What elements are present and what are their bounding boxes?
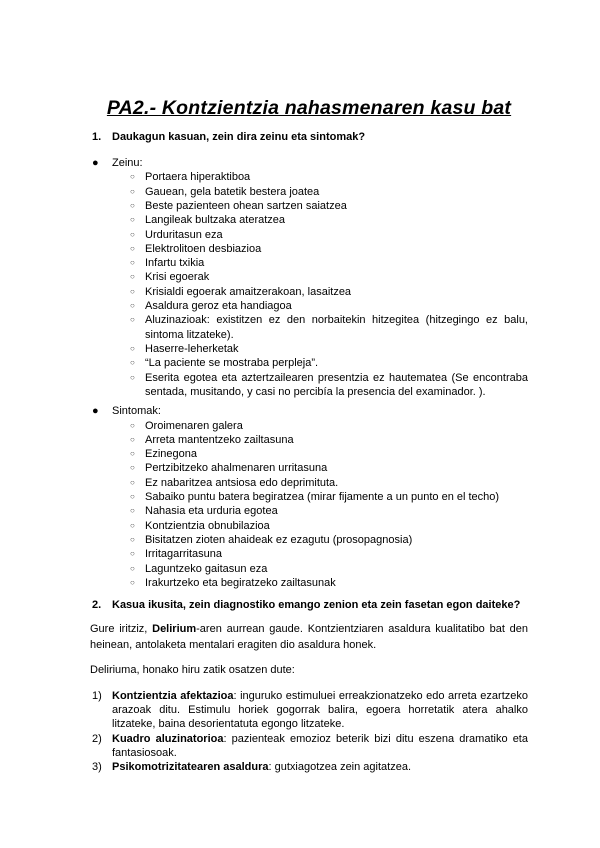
circle-bullet-icon: ○ <box>130 463 135 473</box>
item-description: : pazienteak emozioz beterik bizi ditu eszena dramatiko eta fantasiosoak. <box>112 732 528 759</box>
list-item-text: Krisi egoerak <box>145 271 210 284</box>
item-number: 2) <box>92 732 102 745</box>
list-item <box>130 170 528 184</box>
parts-list <box>90 689 528 775</box>
list-item-text: Haserre-leherketak <box>145 342 239 355</box>
question-text: Daukagun kasuan, zein dira zeinu eta sintomak? <box>112 131 366 143</box>
list-item <box>130 576 528 590</box>
circle-bullet-icon: ○ <box>130 492 135 502</box>
circle-bullet-icon: ○ <box>130 372 135 382</box>
item-number: 3) <box>92 761 102 774</box>
list-item <box>130 242 528 256</box>
list-item-text: Aluzinazioak: existitzen ez den norbaitekin hitzegitea (hitzegingo ez balu, sintoma litzateke). <box>145 314 528 341</box>
list-item-text: Bisitatzen zioten ahaideak ez ezagutu (prosopagnosia) <box>145 533 413 546</box>
circle-bullet-icon: ○ <box>130 358 135 368</box>
circle-bullet-icon: ○ <box>130 301 135 311</box>
list-item-text: Sabaiko puntu batera begiratzea (mirar fijamente a un punto en el techo) <box>145 491 500 504</box>
list-item-text: Irakurtzeko eta begiratzeko zailtasunak <box>145 576 336 589</box>
text: -aren aurrean gaude. Kontzientziaren asaldura kualitatibo bat den heinean, antolaketa mentalari eragiten dio asaldura honek. <box>90 623 528 651</box>
list-item-text: Langileak bultzaka ateratzea <box>145 214 286 227</box>
list-item <box>130 228 528 242</box>
circle-bullet-icon: ○ <box>130 286 135 296</box>
list-item <box>130 256 528 270</box>
list-item-text: Pertzibitzeko ahalmenaren urritasuna <box>145 462 328 475</box>
bold-term: Delirium <box>152 623 197 636</box>
numbered-item <box>90 760 528 774</box>
list-item-text: Arreta mantentzeko zailtasuna <box>145 433 294 446</box>
item-text <box>112 689 528 732</box>
bullet-icon: ● <box>92 405 99 418</box>
circle-bullet-icon: ○ <box>130 272 135 282</box>
circle-bullet-icon: ○ <box>130 434 135 444</box>
list-item <box>130 447 528 461</box>
circle-bullet-icon: ○ <box>130 229 135 239</box>
circle-bullet-icon: ○ <box>130 343 135 353</box>
list-item-text: Asaldura geroz eta handiagoa <box>145 300 292 313</box>
document-page <box>90 96 528 774</box>
page-title: PA2.- Kontzientzia nahasmenaren kasu bat <box>106 97 512 119</box>
circle-bullet-icon: ○ <box>130 506 135 516</box>
list-item <box>130 433 528 447</box>
item-text <box>112 732 528 761</box>
circle-bullet-icon: ○ <box>130 520 135 530</box>
list-item <box>130 562 528 576</box>
list-item <box>130 461 528 475</box>
list-item <box>130 504 528 518</box>
list-item <box>130 313 528 342</box>
list-item-text: Eserita egotea eta aztertzailearen presentzia ez hautematea (Se encontraba sentada, musitando, y casi no percibía la presencia del examinador. ). <box>145 371 528 398</box>
circle-bullet-icon: ○ <box>130 315 135 325</box>
list-item <box>130 285 528 299</box>
list-item-text: Urduritasun eza <box>145 228 223 241</box>
item-description: : gutxiagotzea zein agitatzea. <box>268 761 411 774</box>
list-item-text: Laguntzeko gaitasun eza <box>145 562 268 575</box>
zeinu-heading <box>90 156 528 170</box>
list-item <box>130 533 528 547</box>
question-text: Kasua ikusita, zein diagnostiko emango zenion eta zein fasetan egon daiteke? <box>112 599 521 612</box>
circle-bullet-icon: ○ <box>130 534 135 544</box>
sintomak-heading <box>90 404 528 418</box>
list-item-text: Gauean, gela batetik bestera joatea <box>145 185 320 198</box>
paragraph-parts-intro: Deliriuma, honako hiru zatik osatzen dute: <box>90 664 295 677</box>
item-term: Psikomotrizitatearen asaldura <box>112 761 269 774</box>
question-number: 2. <box>92 599 102 612</box>
list-item <box>130 519 528 533</box>
question-number: 1. <box>92 131 102 143</box>
text: Gure iritziz, <box>90 623 153 636</box>
list-item <box>130 356 528 370</box>
item-text <box>112 760 528 774</box>
list-item <box>130 299 528 313</box>
list-item-text: Kontzientzia obnubilazioa <box>145 519 270 532</box>
question-1 <box>90 130 528 144</box>
list-item <box>130 342 528 356</box>
list-item <box>130 476 528 490</box>
sintomak-list <box>90 419 528 591</box>
circle-bullet-icon: ○ <box>130 420 135 430</box>
item-description: : inguruko estimuluei erreakzionatzeko edo arreta ezartzeko arazoak ditu. Estimulu horiek gogorrak balira, egoera horretatik atera ahalko litzateke, baina desorientatuta egongo litzateke. <box>112 689 528 731</box>
circle-bullet-icon: ○ <box>130 172 135 182</box>
list-item <box>130 371 528 400</box>
circle-bullet-icon: ○ <box>130 258 135 268</box>
list-item-text: Irritagarritasuna <box>145 548 223 561</box>
circle-bullet-icon: ○ <box>130 186 135 196</box>
list-item-text: Beste pazienteen ohean sartzen saiatzea <box>145 200 347 212</box>
list-item-text: Nahasia eta urduria egotea <box>145 505 278 518</box>
list-item-text: Ez nabaritzea antsiosa edo deprimituta. <box>145 476 339 489</box>
numbered-item <box>90 689 528 732</box>
zeinu-list <box>90 170 528 399</box>
list-item <box>130 213 528 227</box>
circle-bullet-icon: ○ <box>130 201 135 210</box>
list-item-text: “La paciente se mostraba perpleja”. <box>145 357 319 370</box>
list-item <box>130 199 528 213</box>
list-item <box>130 419 528 433</box>
bullet-icon: ● <box>92 157 99 169</box>
question-2 <box>90 598 528 612</box>
item-term: Kontzientzia afektazioa <box>112 689 234 702</box>
numbered-item <box>90 732 528 761</box>
list-item-text: Krisialdi egoerak amaitzerakoan, lasaitzea <box>145 285 352 298</box>
list-item <box>130 547 528 561</box>
item-term: Kuadro aluzinatorioa <box>112 732 224 745</box>
list-item-text: Infartu txikia <box>145 257 205 270</box>
circle-bullet-icon: ○ <box>130 449 135 459</box>
circle-bullet-icon: ○ <box>130 477 135 487</box>
list-item-text: Oroimenaren galera <box>145 419 243 432</box>
list-item <box>130 490 528 504</box>
paragraph-diagnosis <box>90 622 528 653</box>
list-item-text: Portaera hiperaktiboa <box>145 171 251 184</box>
list-item-text: Elektrolitoen desbiazioa <box>145 242 262 255</box>
zeinu-label: Zeinu: <box>112 157 143 169</box>
item-number: 1) <box>92 689 102 702</box>
list-item <box>130 270 528 284</box>
circle-bullet-icon: ○ <box>130 549 135 559</box>
circle-bullet-icon: ○ <box>130 215 135 225</box>
circle-bullet-icon: ○ <box>130 563 135 573</box>
list-item <box>130 185 528 199</box>
sintomak-label: Sintomak: <box>112 405 161 418</box>
list-item-text: Ezinegona <box>145 448 197 461</box>
circle-bullet-icon: ○ <box>130 243 135 253</box>
circle-bullet-icon: ○ <box>130 577 135 587</box>
